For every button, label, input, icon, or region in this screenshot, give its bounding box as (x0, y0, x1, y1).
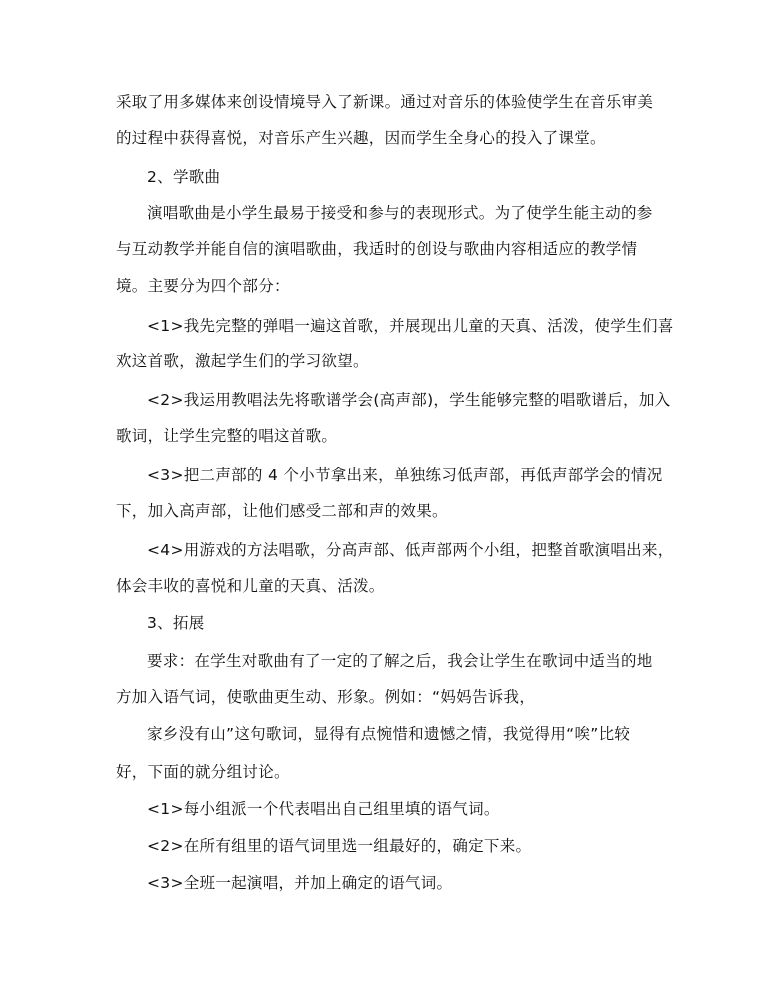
text-line: 的过程中获得喜悦，对音乐产生兴趣，因而学生全身心的投入了课堂。 (116, 129, 606, 147)
list-item: <2>我运用教唱法先将歌谱学会(高声部)，学生能够完整的唱歌谱后，加入 (147, 391, 671, 409)
list-item: <3>把二声部的 4 个小节拿出来，单独练习低声部，再低声部学会的情况 (147, 466, 663, 484)
text-line: 与互动教学并能自信的演唱歌曲，我适时的创设与歌曲内容相适应的教学情 (116, 240, 638, 258)
text-line: 家乡没有山”这句歌词，显得有点惋惜和遗憾之情，我觉得用“唉”比较 (147, 725, 631, 743)
list-item: <3>全班一起演唱，并加上确定的语气词。 (147, 874, 453, 892)
section-heading: 3、拓展 (147, 614, 205, 632)
text-line: 欢这首歌，激起学生们的学习欲望。 (116, 352, 369, 370)
text-line: 好，下面的就分组讨论。 (116, 763, 290, 781)
list-item: <1>每小组派一个代表唱出自己组里填的语气词。 (147, 800, 500, 818)
text-line: 方加入语气词，使歌曲更生动、形象。例如：“妈妈告诉我， (116, 688, 536, 706)
list-item: <1>我先完整的弹唱一遍这首歌，并展现出儿童的天真、活泼，使学生们喜 (147, 317, 674, 335)
list-item: <2>在所有组里的语气词里选一组最好的，确定下来。 (147, 837, 532, 855)
text-line: 歌词，让学生完整的唱这首歌。 (116, 427, 338, 445)
text-line: 下，加入高声部，让他们感受二部和声的效果。 (116, 502, 448, 520)
section-heading: 2、学歌曲 (147, 168, 221, 186)
text-line: 要求：在学生对歌曲有了一定的了解之后，我会让学生在歌词中适当的地 (147, 652, 653, 670)
text-line: 采取了用多媒体来创设情境导入了新课。通过对音乐的体验使学生在音乐审美 (116, 93, 654, 111)
text-line: 演唱歌曲是小学生最易于接受和参与的表现形式。为了使学生能主动的参 (147, 204, 653, 222)
text-line: 体会丰收的喜悦和儿童的天真、活泼。 (116, 577, 385, 595)
list-item: <4>用游戏的方法唱歌，分高声部、低声部两个小组，把整首歌演唱出来， (147, 541, 674, 559)
text-line: 境。主要分为四个部分： (116, 277, 290, 295)
